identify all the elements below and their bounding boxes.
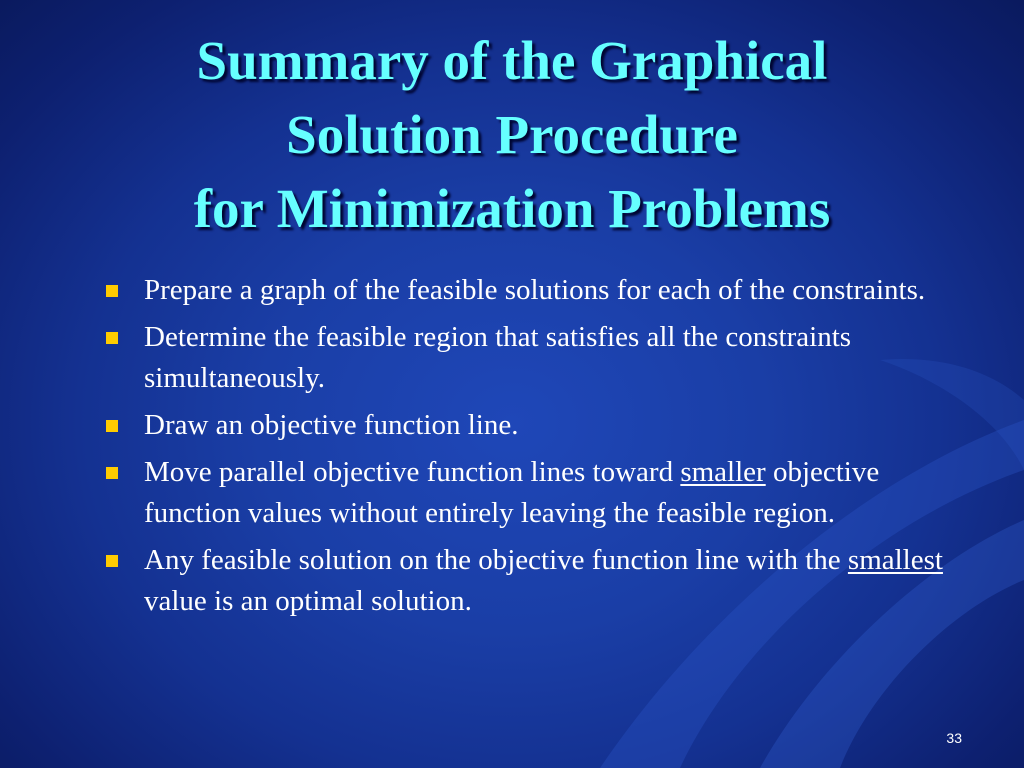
bullet-item (104, 405, 964, 446)
bullet-text: Determine the feasible region that satisfies all the constraints simultaneously. (144, 321, 852, 394)
square-bullet-icon (106, 555, 118, 567)
bullet-text: Move parallel objective function lines toward (144, 456, 681, 488)
square-bullet-icon (106, 467, 118, 479)
bullet-text-continued: objective function values without entirely leaving the feasible region. (144, 456, 880, 529)
bullet-text: Draw an objective function line. (144, 409, 519, 441)
square-bullet-icon (106, 285, 118, 297)
emphasis-smallest: smallest (847, 544, 943, 576)
page-number: 33 (946, 730, 962, 746)
bullet-text-continued: value is an optimal solution. (144, 585, 472, 617)
bullet-item (104, 317, 964, 399)
title-line-2: Solution Procedure (286, 104, 738, 165)
bullet-list (104, 270, 964, 628)
bullet-text: Prepare a graph of the feasible solutions for each of the constraints. (144, 274, 926, 306)
emphasis-smaller: smaller (680, 456, 766, 488)
bullet-item (104, 540, 964, 622)
title-line-1: Summary of the Graphical (196, 30, 828, 91)
square-bullet-icon (106, 420, 118, 432)
square-bullet-icon (106, 332, 118, 344)
title-line-3: for Minimization Problems (193, 178, 831, 239)
bullet-item (104, 452, 964, 534)
slide-title (40, 24, 984, 246)
bullet-item (104, 270, 964, 311)
bullet-text: Any feasible solution on the objective function line with the (144, 544, 848, 576)
